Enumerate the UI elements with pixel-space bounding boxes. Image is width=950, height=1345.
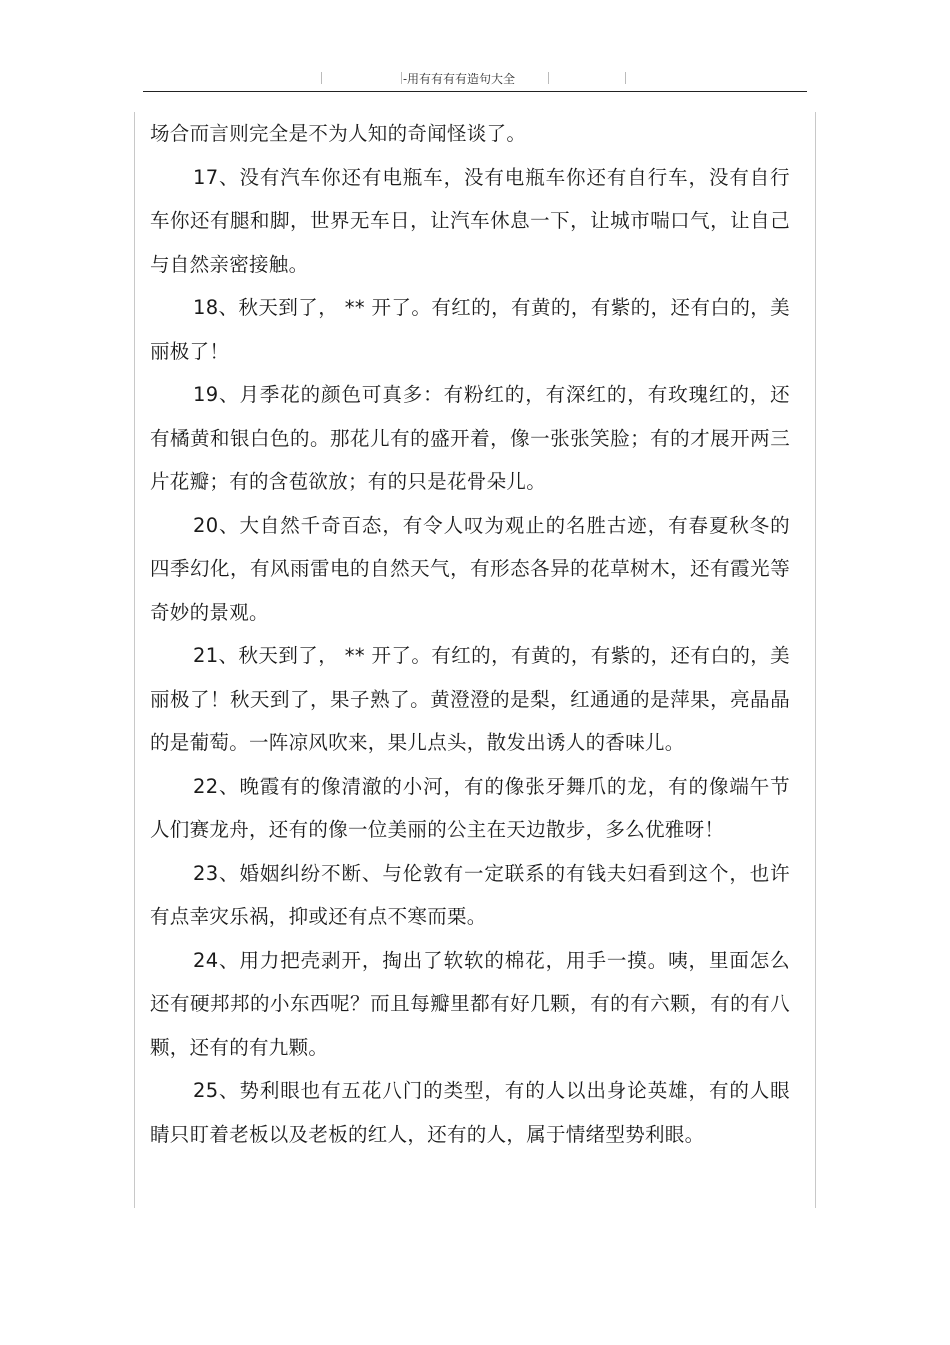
left-margin-line (134, 112, 135, 1208)
document-body (150, 112, 790, 1156)
right-margin-line (815, 112, 816, 1208)
header-tick-mark (625, 72, 626, 84)
paragraph-17: 17、没有汽车你还有电瓶车，没有电瓶车你还有自行车，没有自行车你还有腿和脚，世界无车日，让汽车休息一下，让城市喘口气，让自己与自然亲密接触。 (150, 165, 790, 276)
paragraph-23: 23、婚姻纠纷不断、与伦敦有一定联系的有钱夫妇看到这个，也许有点幸灾乐祸，抑或还有点不寒而栗。 (150, 861, 790, 928)
page-header (143, 64, 807, 92)
paragraph-19: 19、月季花的颜色可真多：有粉红的，有深红的，有玫瑰红的，还有橘黄和银白色的。那花儿有的盛开着，像一张张笑脸；有的才展开两三片花瓣；有的含苞欲放；有的只是花骨朵儿。 (150, 383, 790, 493)
paragraph-continued: 场合而言则完全是不为人知的奇闻怪谈了。 (150, 122, 527, 145)
paragraph-20: 20、大自然千奇百态，有令人叹为观止的名胜古迹，有春夏秋冬的四季幻化，有风雨雷电的自然天气，有形态各异的花草树木，还有霞光等奇妙的景观。 (150, 513, 790, 624)
paragraph-21: 21、秋天到了， ** 开了。有红的，有黄的，有紫的，还有白的，美丽极了！秋天到了，果子熟了。黄澄澄的是梨，红通通的是萍果，亮晶晶的是葡萄。一阵凉风吹来，果儿点头，散发出诱人的香味儿。 (150, 644, 790, 754)
paragraph-25: 25、势利眼也有五花八门的类型，有的人以出身论英雄，有的人眼睛只盯着老板以及老板的红人，还有的人，属于情绪型势利眼。 (150, 1079, 790, 1146)
header-tick-mark (321, 72, 322, 84)
header-tick-mark (401, 72, 402, 84)
paragraph-18: 18、秋天到了， ** 开了。有红的，有黄的，有紫的，还有白的，美丽极了！ (150, 296, 790, 363)
header-tick-mark (548, 72, 549, 84)
paragraph-24: 24、用力把壳剥开，掏出了软软的棉花，用手一摸。咦，里面怎么还有硬邦邦的小东西呢？而且每瓣里都有好几颗，有的有六颗，有的有八颗，还有的有九颗。 (150, 948, 790, 1059)
paragraph-22: 22、晚霞有的像清澈的小河，有的像张牙舞爪的龙，有的像端午节人们赛龙舟，还有的像一位美丽的公主在天边散步，多么优雅呀！ (150, 774, 790, 841)
header-title: -用有有有有造句大全 (403, 72, 516, 86)
